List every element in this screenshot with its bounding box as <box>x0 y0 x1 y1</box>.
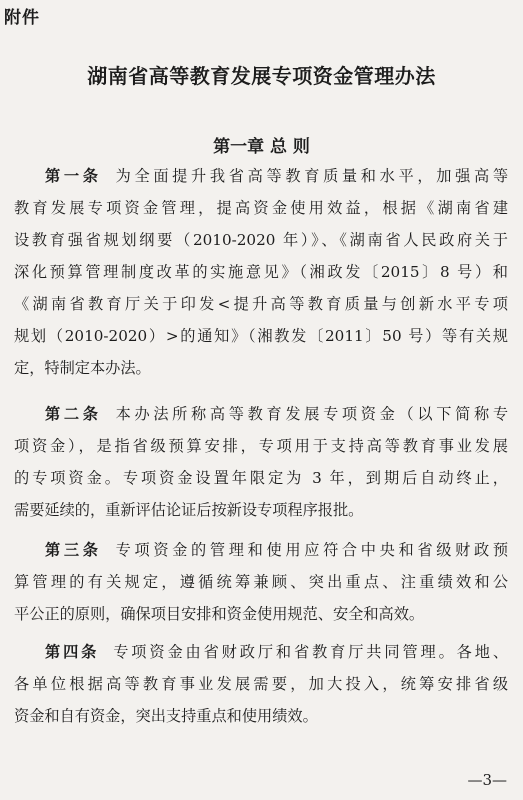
page-number: —3— <box>467 771 507 789</box>
article-line: 算管理的有关规定，遵循统筹兼顾、突出重点、注重绩效和公 <box>14 573 508 591</box>
article-line: 的专项资金。专项资金设置年限定为 3 年，到期后自动终止， <box>14 469 508 487</box>
article-line: 平公正的原则，确保项目安排和资金使用规范、安全和高效。 <box>14 605 425 623</box>
article-line: 定，特制定本办法。 <box>14 359 151 377</box>
article-line: 项资金），是指省级预算安排，专项用于支持高等教育事业发展 <box>14 437 508 455</box>
article-1 <box>14 160 508 384</box>
attachment-label: 附件 <box>4 8 40 28</box>
article-line: 各单位根据高等教育事业发展需要，加大投入，统筹安排省级 <box>14 675 508 693</box>
article-label: 第二条 <box>45 405 102 423</box>
article-line <box>14 398 508 430</box>
article-label: 第三条 <box>45 541 102 559</box>
article-line: 深化预算管理制度改革的实施意见》（湘政发〔2015〕8 号）和 <box>14 263 508 281</box>
article-text: 本办法所称高等教育发展专项资金（以下简称专 <box>115 405 508 423</box>
article-3 <box>14 534 508 630</box>
article-2 <box>14 398 508 526</box>
article-line: 教育发展专项资金管理，提高资金使用效益，根据《湖南省建 <box>14 199 508 217</box>
article-text: 为全面提升我省高等教育质量和水平，加强高等 <box>115 167 508 185</box>
article-line: 需要延续的，重新评估论证后按新设专项程序报批。 <box>14 501 364 519</box>
article-line <box>14 534 508 566</box>
article-line: 《湖南省教育厅关于印发<提升高等教育质量与创新水平专项 <box>14 295 508 313</box>
article-line: 设教育强省规划纲要（2010-2020 年）》、《湖南省人民政府关于 <box>14 231 508 249</box>
article-label: 第四条 <box>45 643 100 661</box>
article-line <box>14 160 508 192</box>
chapter-heading: 第一章 总 则 <box>213 137 310 157</box>
article-line: 规划（2010-2020）>的通知》（湘教发〔2011〕50 号）等有关规 <box>14 327 508 345</box>
article-line <box>14 636 508 668</box>
document-title: 湖南省高等教育发展专项资金管理办法 <box>87 64 436 88</box>
article-text: 专项资金由省财政厅和省教育厅共同管理。各地、 <box>113 643 508 661</box>
article-text: 专项资金的管理和使用应符合中央和省级财政预 <box>115 541 508 559</box>
article-label: 第一条 <box>45 167 102 185</box>
article-4 <box>14 636 508 732</box>
article-line: 资金和自有资金，突出支持重点和使用绩效。 <box>14 707 318 725</box>
